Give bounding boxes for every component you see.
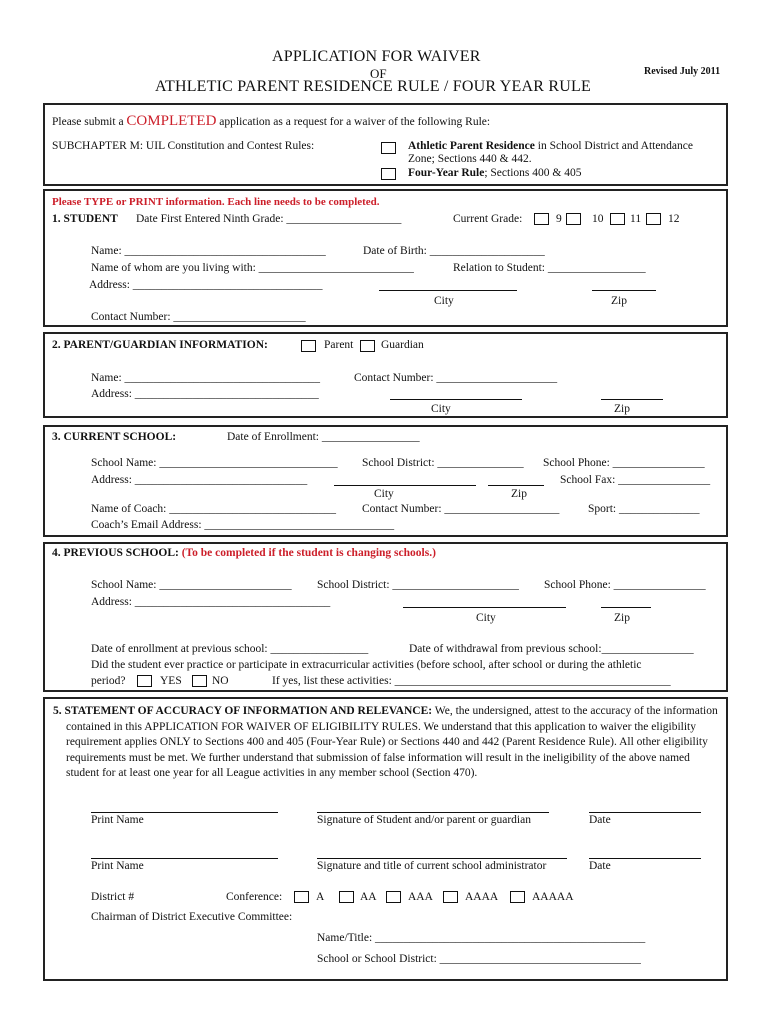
- conference-aaaaa-label: AAAAA: [532, 891, 574, 903]
- current-school-name-field[interactable]: School Name: _______________________________: [91, 457, 338, 469]
- prev-withdrawal-date-field[interactable]: Date of withdrawal from previous school:________________: [409, 643, 694, 655]
- name-title-field[interactable]: Name/Title: _______________________________________________: [317, 932, 646, 944]
- current-school-district-field[interactable]: School District: _______________: [362, 457, 524, 469]
- intro-text-before: Please submit a: [52, 116, 124, 128]
- yes-checkbox[interactable]: [137, 675, 152, 687]
- practice-question: Did the student ever practice or participate in extracurricular activities (before school, after school or during the athletic: [91, 659, 642, 671]
- print-name-line-1[interactable]: [91, 802, 278, 813]
- conference-label: Conference:: [226, 891, 283, 903]
- grade-9-checkbox[interactable]: [534, 213, 549, 225]
- prev-enrollment-date-field[interactable]: Date of enrollment at previous school: _________________: [91, 643, 369, 655]
- admin-signature-line[interactable]: [317, 848, 567, 859]
- conference-aaaaa-checkbox[interactable]: [510, 891, 525, 903]
- list-activities-field[interactable]: If yes, list these activities: ________________________________________________: [272, 675, 671, 687]
- student-zip-line[interactable]: [592, 280, 656, 291]
- revised-date: Revised July 2011: [644, 66, 721, 77]
- student-city-line[interactable]: [379, 280, 517, 291]
- option-athletic-line2: Zone; Sections 440 & 442.: [408, 153, 532, 165]
- current-school-address-field[interactable]: Address: ______________________________: [91, 474, 308, 486]
- coach-contact-field[interactable]: Contact Number: ____________________: [362, 503, 560, 515]
- opt1-rest: in School District and Attendance: [534, 140, 693, 152]
- coach-email-field[interactable]: Coach’s Email Address: _________________________________: [91, 519, 395, 531]
- intro-text-after: application as a request for a waiver of the following Rule:: [219, 116, 491, 128]
- student-signature-label: Signature of Student and/or parent or guardian: [317, 814, 531, 826]
- prev-school-address-field[interactable]: Address: __________________________________: [91, 596, 331, 608]
- conference-aaaa-label: AAAA: [465, 891, 499, 903]
- chairman-label: Chairman of District Executive Committee:: [91, 911, 293, 923]
- parent-city-line[interactable]: [390, 389, 522, 400]
- date-label-1: Date: [589, 814, 611, 826]
- conference-a-label: A: [316, 891, 325, 903]
- print-name-line-2[interactable]: [91, 848, 278, 859]
- grade-12-checkbox[interactable]: [646, 213, 661, 225]
- coach-name-field[interactable]: Name of Coach: _____________________________: [91, 503, 336, 515]
- parent-option-label: Parent: [324, 339, 354, 351]
- form-title-of: OF: [370, 66, 387, 81]
- current-school-city-label: City: [374, 488, 394, 500]
- print-name-label-1: Print Name: [91, 814, 144, 826]
- parent-city-label: City: [431, 403, 451, 415]
- current-school-heading: 3. CURRENT SCHOOL:: [52, 431, 177, 443]
- prev-school-phone-field[interactable]: School Phone: ________________: [544, 579, 706, 591]
- admin-signature-label: Signature and title of current school administrator: [317, 860, 547, 872]
- conference-aaaa-checkbox[interactable]: [443, 891, 458, 903]
- option-athletic-parent-residence: [408, 140, 693, 152]
- date-line-1[interactable]: [589, 802, 701, 813]
- student-name-field[interactable]: Name: ___________________________________: [91, 245, 326, 257]
- opt2-rest: ; Sections 400 & 405: [484, 167, 582, 179]
- grade-10-label: 10: [592, 213, 604, 225]
- student-zip-label: Zip: [611, 295, 627, 307]
- intro-line: [52, 113, 490, 130]
- opt2-bold: Four-Year Rule: [408, 167, 485, 179]
- prev-school-city-label: City: [476, 612, 496, 624]
- current-school-zip-line[interactable]: [488, 475, 544, 486]
- student-contact-field[interactable]: Contact Number: _______________________: [91, 311, 306, 323]
- date-line-2[interactable]: [589, 848, 701, 859]
- period-label: period?: [91, 675, 126, 687]
- statement-paragraph: [53, 704, 722, 782]
- conference-aaa-checkbox[interactable]: [386, 891, 401, 903]
- guardian-checkbox[interactable]: [360, 340, 375, 352]
- school-district-field[interactable]: School or School District: ___________________________________: [317, 953, 641, 965]
- date-of-birth-field[interactable]: Date of Birth: ____________________: [363, 245, 545, 257]
- grade-10-checkbox[interactable]: [566, 213, 581, 225]
- previous-school-note: (To be completed if the student is changing schools.): [181, 547, 436, 559]
- current-school-phone-field[interactable]: School Phone: ________________: [543, 457, 705, 469]
- current-school-fax-field[interactable]: School Fax: ________________: [560, 474, 711, 486]
- option-four-year-rule: [408, 167, 581, 179]
- district-number-label: District #: [91, 891, 135, 903]
- current-grade-label: Current Grade:: [453, 213, 523, 225]
- print-name-label-2: Print Name: [91, 860, 144, 872]
- no-checkbox[interactable]: [192, 675, 207, 687]
- conference-aa-label: AA: [360, 891, 377, 903]
- grade-11-checkbox[interactable]: [610, 213, 625, 225]
- yes-label: YES: [160, 675, 182, 687]
- prev-school-district-field[interactable]: School District: ______________________: [317, 579, 519, 591]
- parent-address-field[interactable]: Address: ________________________________: [91, 388, 319, 400]
- conference-aaa-label: AAA: [408, 891, 433, 903]
- form-title-line2: ATHLETIC PARENT RESIDENCE RULE / FOUR YEAR RULE: [155, 78, 591, 95]
- grade-12-label: 12: [668, 213, 680, 225]
- opt1-bold: Athletic Parent Residence: [408, 140, 535, 152]
- current-school-zip-label: Zip: [511, 488, 527, 500]
- prev-school-zip-label: Zip: [614, 612, 630, 624]
- date-of-enrollment-field[interactable]: Date of Enrollment: _________________: [227, 431, 420, 443]
- current-school-city-line[interactable]: [334, 475, 476, 486]
- date-label-2: Date: [589, 860, 611, 872]
- parent-name-field[interactable]: Name: __________________________________: [91, 372, 321, 384]
- parent-checkbox[interactable]: [301, 340, 316, 352]
- conference-a-checkbox[interactable]: [294, 891, 309, 903]
- four-year-rule-checkbox[interactable]: [381, 168, 396, 180]
- parent-zip-label: Zip: [614, 403, 630, 415]
- prev-school-city-line[interactable]: [403, 597, 566, 608]
- parent-contact-field[interactable]: Contact Number: _____________________: [354, 372, 558, 384]
- guardian-option-label: Guardian: [381, 339, 424, 351]
- prev-school-name-field[interactable]: School Name: _______________________: [91, 579, 292, 591]
- student-address-field[interactable]: Address: _________________________________: [89, 279, 323, 291]
- grade-11-label: 11: [630, 213, 642, 225]
- student-city-label: City: [434, 295, 454, 307]
- parent-heading: 2. PARENT/GUARDIAN INFORMATION:: [52, 339, 268, 351]
- date-first-ninth-field[interactable]: Date First Entered Ninth Grade: ____________________: [136, 213, 402, 225]
- relation-to-student-field[interactable]: Relation to Student: _________________: [453, 262, 646, 274]
- type-print-instruction: Please TYPE or PRINT information. Each line needs to be completed.: [52, 196, 380, 208]
- previous-school-heading-line: [52, 547, 436, 559]
- student-heading: 1. STUDENT: [52, 213, 118, 225]
- athletic-parent-residence-checkbox[interactable]: [381, 142, 396, 154]
- sport-field[interactable]: Sport: ______________: [588, 503, 700, 515]
- living-with-field[interactable]: Name of whom are you living with: ___________________________: [91, 262, 414, 274]
- subchapter-label: SUBCHAPTER M: UIL Constitution and Contest Rules:: [52, 140, 315, 152]
- conference-aa-checkbox[interactable]: [339, 891, 354, 903]
- statement-heading: 5. STATEMENT OF ACCURACY OF INFORMATION AND RELEVANCE:: [53, 705, 433, 717]
- form-title-line1: APPLICATION FOR WAIVER: [272, 48, 481, 65]
- prev-school-zip-line[interactable]: [601, 597, 651, 608]
- completed-label: COMPLETED: [126, 113, 217, 129]
- no-label: NO: [212, 675, 229, 687]
- statement-text: We, the undersigned, attest to the accuracy of the information contained in this APPLICATION FOR WAIVER OF ELIGIBILITY RULES. We understand that this application to waiver the eligibility requirement applies ONLY to Sections 400 and 405 (Four-Year Rule) or Sections 440 and 442 (Parent Residence Rule). All other eligibility requirements must be met. We further understand that submission of false information will result in the ineligibility of the above named student for at least one year for all League activities in any member school (Section 470).: [66, 705, 718, 779]
- previous-school-heading: 4. PREVIOUS SCHOOL:: [52, 547, 179, 559]
- student-signature-line[interactable]: [317, 802, 549, 813]
- grade-9-label: 9: [556, 213, 562, 225]
- parent-zip-line[interactable]: [601, 389, 663, 400]
